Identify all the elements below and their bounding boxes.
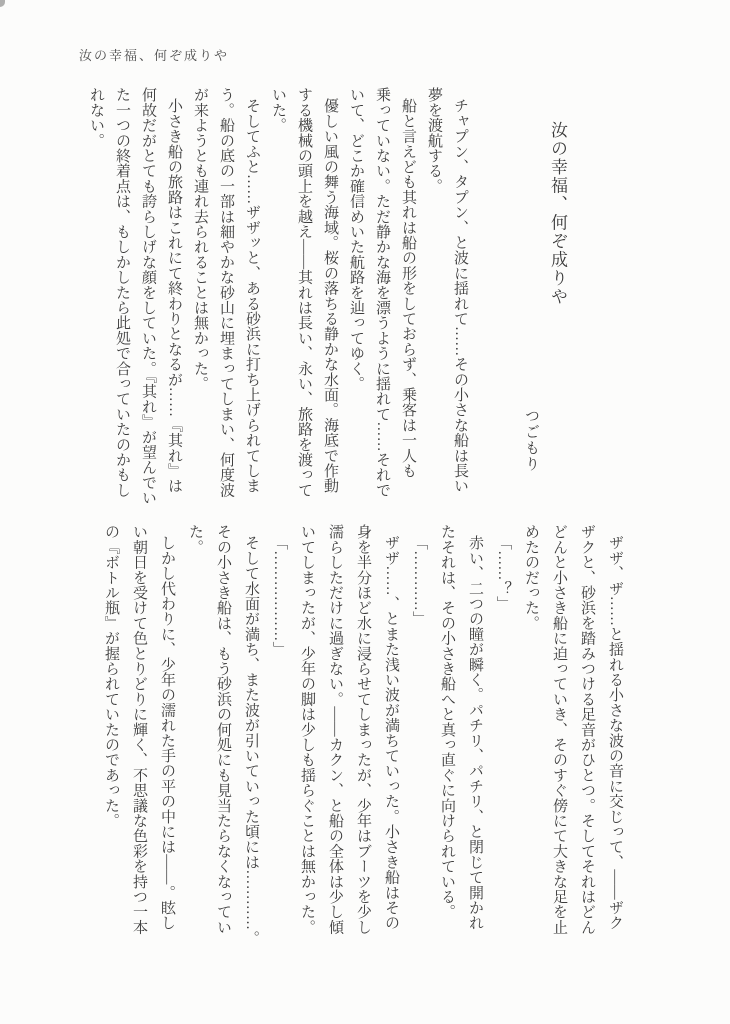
scan-artifact: [0, 0, 5, 7]
text-line: れない。: [88, 87, 104, 148]
text-line: 何故だがとても誇らしげな顔をしていた。『其れ』が望んでい: [140, 87, 156, 506]
text-line: チャプン、タプン、と波に揺れて……その小さな船は長い: [452, 97, 468, 493]
text-line: そしてふと……ザザッと、ある砂浜に打ち上げられてしま: [244, 97, 260, 493]
text-line: どんと小さき船に迫っていき、そのすぐ傍にて大きな足を止: [551, 524, 567, 935]
text-line: たそれは、その小さき船へと真っ直ぐに向けられている。: [439, 524, 455, 920]
text-line: が来ようとも連れ去られることは無かった。: [192, 87, 208, 391]
text-line: 優しい風の舞う海域。桜の落ちる静かな水面。海底で作動: [322, 97, 338, 493]
text-line: 身を半分ほど水に浸らせてしまったが、少年はブーツを少し: [355, 524, 371, 935]
text-line: しかし代わりに、少年の濡れた手の平の中には――。眩し: [159, 534, 175, 930]
text-line: そして水面が満ち、また波が引いていった頃には…………。: [243, 534, 259, 945]
page-title: 汝の幸福、何ぞ成りや: [548, 121, 567, 306]
text-block-top: [83, 87, 473, 506]
text-line: 赤い、二つの瞳が瞬く。パチリ、パチリ、と閉じて開かれ: [467, 534, 483, 930]
author-name: つごもり: [523, 408, 539, 472]
text-line: ザザ、ザ……と揺れる小さな波の音に交じって、――ザク: [607, 534, 623, 930]
text-line: めたのだった。: [523, 524, 539, 631]
running-header: 汝の幸福、何ぞ成りや: [79, 48, 230, 63]
text-block-bottom: [97, 524, 629, 945]
text-line: 夢を渡航する。: [426, 87, 442, 194]
text-line: う。船の底の一部は細やかな砂山に埋まってしまい、何度波: [218, 87, 234, 498]
text-line: する機械の頭上を越え――其れは長い、永い、旅路を渡って: [296, 87, 312, 498]
text-line: いて、どこか確信めいた航路を辿ってゆく。: [348, 87, 364, 391]
text-line: 乗っていない。ただ静かな海を漂うように揺れて……それで: [374, 87, 390, 498]
text-line: ザザ……、とまた浅い波が満ちていった。小さき船はその: [383, 534, 399, 930]
text-line: いた。: [270, 87, 286, 133]
text-line: た一つの終着点は、もしかしたら此処で合っていたのかもし: [114, 87, 130, 498]
text-line: い朝日を受けて色とりどりに輝く、不思議な色彩を持つ一本: [131, 524, 147, 935]
text-line: た。: [187, 524, 203, 555]
text-line: の『ボトル瓶』が握られていたのであった。: [103, 524, 119, 828]
text-line: 「…………」: [411, 534, 427, 626]
text-line: ザクと、砂浜を踏みつける足音がひとつ。そしてそれはどん: [579, 524, 595, 935]
text-line: 「……？」: [495, 534, 511, 611]
text-line: その小さき船は、もう砂浜の何処にも見当たらなくなってい: [215, 524, 231, 935]
text-line: 「………………」: [271, 534, 287, 657]
text-line: 濡らしただけに過ぎない。――カクン、と船の全体は少し傾: [327, 524, 343, 935]
text-line: 船と言えども其れは船の形をしておらず、乗客は一人も: [400, 97, 416, 478]
text-line: いてしまったが、少年の脚は少しも揺らぐことは無かった。: [299, 524, 315, 935]
text-line: 小さき船の旅路はこれにて終わりとなるが……『其れ』は: [166, 97, 182, 493]
